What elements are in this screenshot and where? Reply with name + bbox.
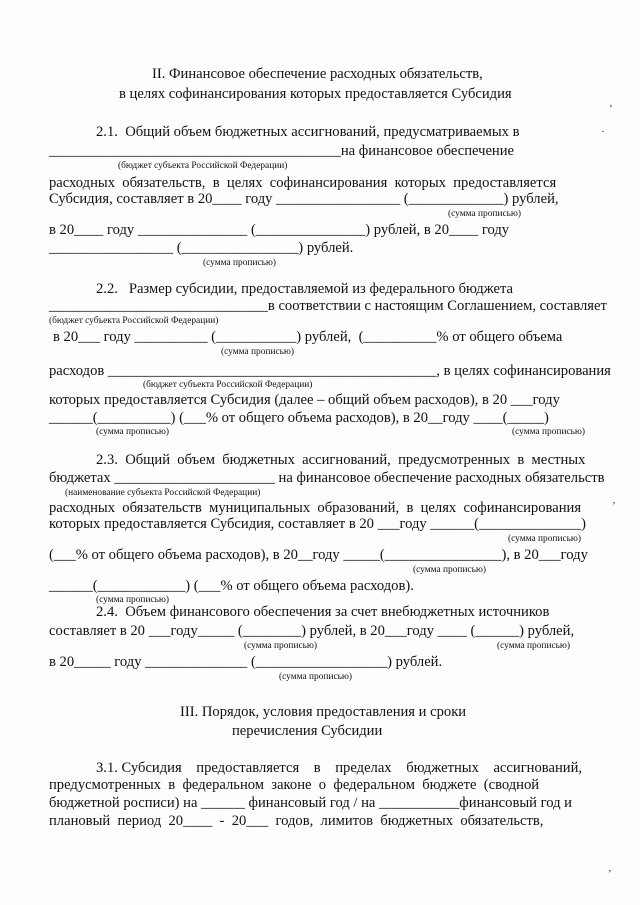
section-3-heading-line-1: III. Порядок, условия предоставления и сроки	[180, 704, 467, 720]
p2-1-line-3: расходных обязательств, в целях софинансирования которых предоставляется	[49, 175, 557, 191]
p2-4-caption-sum-3: (сумма прописью)	[279, 672, 353, 682]
p2-1-caption-sum-1: (сумма прописью)	[448, 209, 522, 219]
p3-1-line-2: предусмотренных в федеральном законе о федеральном бюджете (сводной	[49, 777, 540, 793]
p2-1-line-4: Субсидия, составляет в 20____ году _________________ (_____________) рублей,	[49, 191, 559, 207]
p2-3-line-6: ______(____________) (___% от общего объема расходов).	[49, 578, 414, 594]
p2-4-caption-sum-1: (сумма прописью)	[244, 641, 318, 651]
section-3-heading-line-2: перечисления Субсидии	[232, 723, 383, 739]
p3-1-line-1: 3.1. Субсидия предоставляется в пределах бюджетных ассигнований,	[96, 760, 583, 776]
scan-mark: ·	[601, 126, 605, 138]
p2-2-caption-sum-2: (сумма прописью)	[96, 427, 170, 437]
p2-3-caption-subject: (наименование субъекта Российской Федерации)	[65, 488, 261, 498]
p2-2-line-2: ______________________________в соответствии с настоящим Соглашением, составляет	[49, 298, 607, 314]
p2-3-caption-sum-1: (сумма прописью)	[508, 534, 582, 544]
p2-3-line-5: (___% от общего объема расходов), в 20__году _____(________________), в 20___году	[49, 547, 588, 563]
p3-1-line-3: бюджетной росписи) на ______ финансовый год / на ___________финансовый год и	[49, 795, 572, 811]
p2-3-line-2: бюджетах ______________________ на финансовое обеспечение расходных обязательств	[49, 470, 605, 486]
p2-3-caption-sum-2: (сумма прописью)	[413, 565, 487, 575]
p2-2-caption-sum-3: (сумма прописью)	[512, 427, 586, 437]
p2-2-caption-budget-1: (бюджет субъекта Российской Федерации)	[49, 316, 219, 326]
p2-3-line-4: которых предоставляется Субсидия, составляет в 20 ___году ______(______________)	[49, 516, 587, 532]
p2-1-line-5: в 20____ году _______________ (_______________) рублей, в 20____ году	[49, 222, 510, 238]
scan-mark: ʼ	[609, 103, 613, 115]
p2-1-line-1: 2.1. Общий объем бюджетных ассигнований, предусматриваемых в	[96, 124, 520, 140]
p3-1-line-4: плановый период 20____ - 20___ годов, лимитов бюджетных обязательств,	[49, 813, 544, 829]
p2-1-line-2: ________________________________________на финансовое обеспечение	[49, 143, 515, 159]
p2-1-line-6: _________________ (________________) рублей.	[49, 240, 354, 256]
p2-3-line-3: расходных обязательств муниципальных образований, в целях софинансирования	[49, 500, 582, 516]
p2-3-caption-sum-3: (сумма прописью)	[96, 595, 170, 605]
scan-mark: ʼ	[608, 868, 612, 880]
p2-1-caption-budget: (бюджет субъекта Российской Федерации)	[118, 161, 288, 171]
p2-2-line-3: в 20___ году __________ (___________) рублей, (__________% от общего объема	[53, 329, 563, 345]
p2-2-line-4: расходов _____________________________________________, в целях софинансирования	[49, 363, 611, 379]
p2-2-line-6: ______(__________) (___% от общего объема расходов), в 20__году ____(_____)	[49, 410, 549, 426]
p2-1-caption-sum-2: (сумма прописью)	[203, 258, 277, 268]
p2-4-line-1: 2.4. Объем финансового обеспечения за счет внебюджетных источников	[96, 604, 550, 620]
p2-4-line-2: составляет в 20 ___году_____ (________) рублей, в 20___году ____ (______) рублей,	[49, 623, 575, 639]
p2-2-line-5: которых предоставляется Субсидия (далее – общий объем расходов), в 20 ___году	[49, 392, 560, 408]
p2-2-caption-sum-1: (сумма прописью)	[221, 347, 295, 357]
p2-2-line-1: 2.2. Размер субсидии, предоставляемой из федерального бюджета	[96, 281, 514, 297]
section-2-heading-line-2: в целях софинансирования которых предоставляется Субсидия	[119, 86, 512, 102]
scan-mark: ʼ	[612, 500, 616, 512]
p2-4-line-3: в 20_____ году ______________ (__________________) рублей.	[49, 654, 443, 670]
p2-3-line-1: 2.3. Общий объем бюджетных ассигнований, предусмотренных в местных	[96, 452, 586, 468]
p2-4-caption-sum-2: (сумма прописью)	[497, 641, 571, 651]
section-2-heading-line-1: II. Финансовое обеспечение расходных обязательств,	[152, 66, 483, 82]
p2-2-caption-budget-2: (бюджет субъекта Российской Федерации)	[143, 380, 313, 390]
